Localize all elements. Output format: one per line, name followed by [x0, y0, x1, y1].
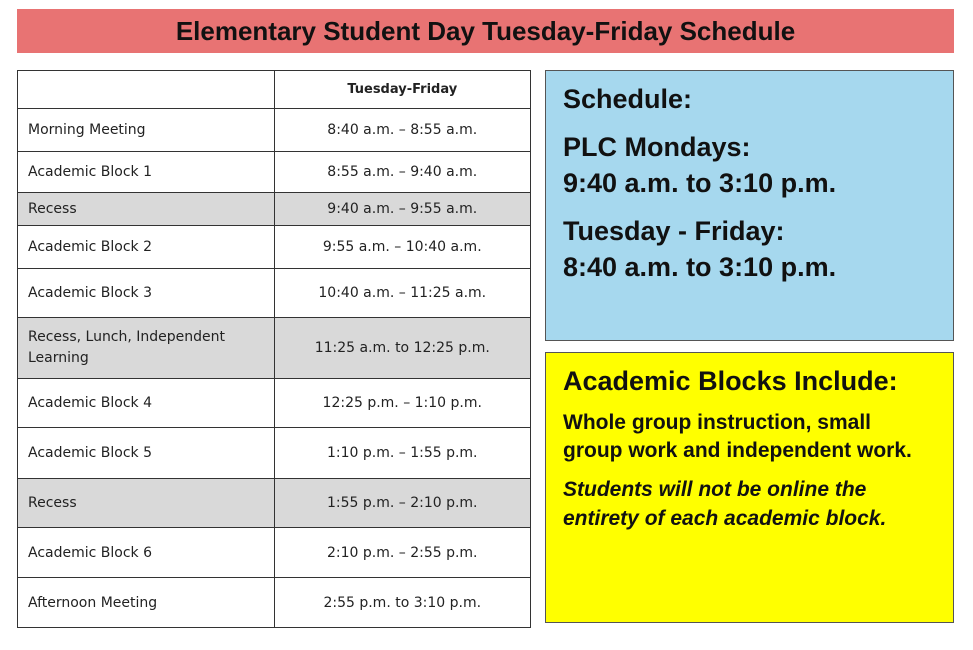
table-row: [18, 578, 531, 628]
table-row: [18, 152, 531, 193]
schedule-box: [545, 70, 954, 341]
activity-cell: Academic Block 5: [18, 428, 275, 479]
activity-cell: Academic Block 1: [18, 152, 275, 193]
activity-cell: Afternoon Meeting: [18, 578, 275, 628]
time-cell: 9:40 a.m. – 9:55 a.m.: [274, 193, 531, 226]
tf-time: 8:40 a.m. to 3:10 p.m.: [563, 252, 837, 282]
table-header-time: Tuesday-Friday: [274, 71, 531, 109]
table-row: [18, 193, 531, 226]
time-cell: 1:10 p.m. – 1:55 p.m.: [274, 428, 531, 479]
activity-cell: Academic Block 2: [18, 226, 275, 269]
activity-cell: Recess: [18, 479, 275, 528]
table-row: [18, 379, 531, 428]
time-cell: 2:55 p.m. to 3:10 p.m.: [274, 578, 531, 628]
time-cell: 12:25 p.m. – 1:10 p.m.: [274, 379, 531, 428]
activity-cell: Morning Meeting: [18, 109, 275, 152]
time-cell: 11:25 a.m. to 12:25 p.m.: [274, 318, 531, 379]
tf-label: Tuesday - Friday:: [563, 216, 785, 246]
activity-cell: Academic Block 3: [18, 269, 275, 318]
table-row: [18, 269, 531, 318]
activity-cell: Academic Block 6: [18, 528, 275, 578]
academic-blocks-body: Whole group instruction, small group work and independent work.: [563, 411, 912, 462]
schedule-heading: Schedule:: [563, 84, 693, 114]
plc-mondays: [563, 129, 936, 201]
time-cell: 8:40 a.m. – 8:55 a.m.: [274, 109, 531, 152]
time-cell: 1:55 p.m. – 2:10 p.m.: [274, 479, 531, 528]
page-title: Elementary Student Day Tuesday-Friday Schedule: [17, 9, 954, 53]
academic-blocks-heading: Academic Blocks Include:: [563, 366, 898, 396]
schedule-table: [17, 70, 531, 628]
time-cell: 2:10 p.m. – 2:55 p.m.: [274, 528, 531, 578]
time-cell: 8:55 a.m. – 9:40 a.m.: [274, 152, 531, 193]
plc-label: PLC Mondays:: [563, 132, 751, 162]
table-header-activity: [18, 71, 275, 109]
plc-time: 9:40 a.m. to 3:10 p.m.: [563, 168, 837, 198]
activity-cell: Recess, Lunch, Independent Learning: [18, 318, 275, 379]
time-cell: 10:40 a.m. – 11:25 a.m.: [274, 269, 531, 318]
activity-cell: Academic Block 4: [18, 379, 275, 428]
time-cell: 9:55 a.m. – 10:40 a.m.: [274, 226, 531, 269]
table-row: [18, 479, 531, 528]
table-row: [18, 428, 531, 479]
table-header-row: [18, 71, 531, 109]
tuesday-friday: [563, 213, 936, 285]
table-row: [18, 109, 531, 152]
academic-blocks-note: Students will not be online the entirety of each academic block.: [563, 478, 887, 530]
table-row: [18, 528, 531, 578]
academic-blocks-box: [545, 352, 954, 623]
activity-cell: Recess: [18, 193, 275, 226]
table-row: [18, 226, 531, 269]
table-row: [18, 318, 531, 379]
